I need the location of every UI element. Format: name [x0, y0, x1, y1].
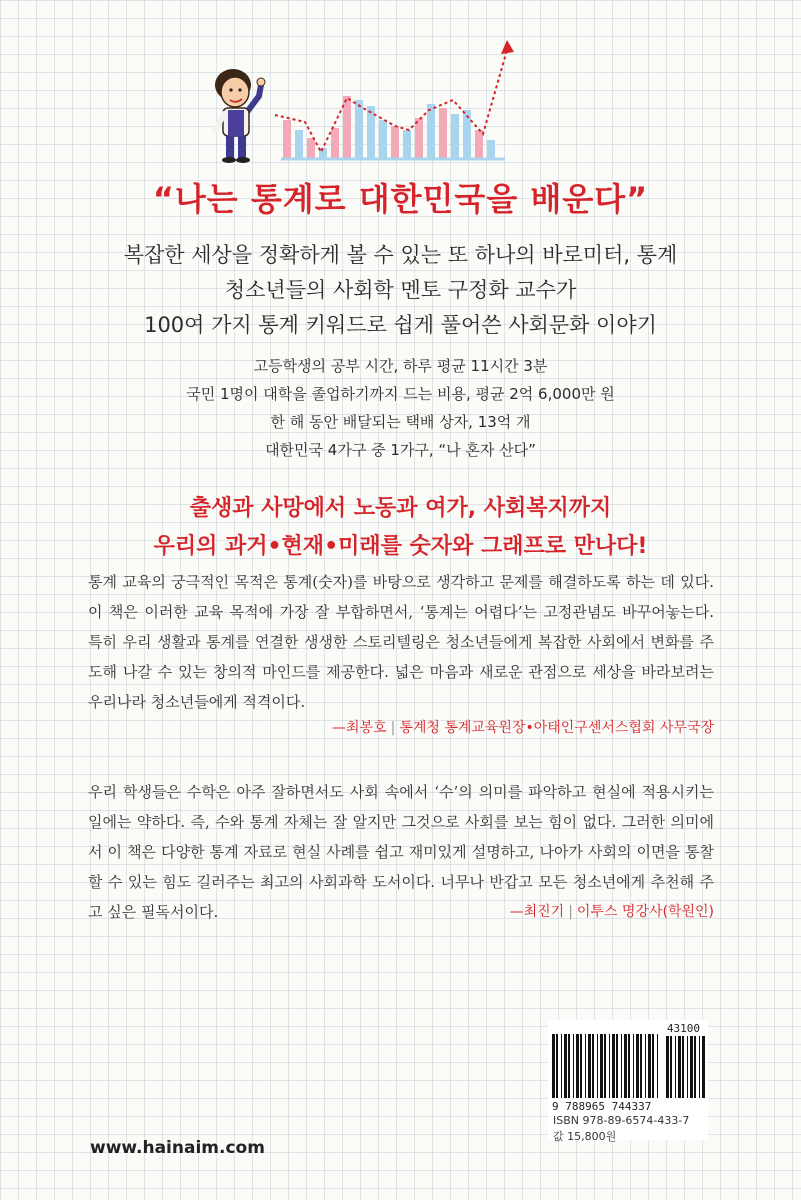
price-info	[553, 1113, 689, 1145]
review-1	[88, 567, 714, 737]
reviewer-title: 통계청 통계교육원장•아태인구센서스협회 사무국장	[399, 720, 714, 736]
intro-block	[0, 238, 801, 343]
signature-separator: |	[390, 720, 396, 736]
intro-line: 복잡한 세상을 정확하게 볼 수 있는 또 하나의 바로미터, 통계	[123, 243, 678, 267]
subhead-line: 출생과 사망에서 노동과 여가, 사회복지까지	[189, 496, 612, 521]
intro-line: 100여 가지 통계 키워드로 쉽게 풀어쓴 사회문화 이야기	[144, 313, 657, 337]
barcode-bars	[552, 1034, 658, 1098]
price-text: 값 15,800원	[553, 1130, 617, 1143]
barcode-number: 9 788965 744337	[552, 1100, 652, 1113]
barcode-addon-bars	[666, 1036, 705, 1098]
fact-line: 고등학생의 공부 시간, 하루 평균 11시간 3분	[253, 357, 548, 375]
barcode-graphic	[548, 1020, 708, 1115]
signature-separator: |	[568, 904, 573, 920]
review-text: 통계 교육의 궁극적인 목적은 통계(숫자)를 바탕으로 생각하고 문제를 해결하도록 하는 데 있다. 이 책은 이러한 교육 목적에 가장 잘 부합하면서, ‘통계는 어렵다’는 고정관념도 바꾸어놓는다. 특히 우리 생활과 통계를 연결한 생생한 스토리텔링은 청소년들에게 복잡한 사회에서 변화를 주도해 나갈 수 있는 창의적 마인드를 제공한다. 넓은 마음과 새로운 관점으로 세상을 바라보려는 우리나라 청소년들에게 적격이다.	[88, 573, 714, 711]
review-2	[88, 777, 714, 927]
review-text	[88, 777, 714, 927]
review-signature	[88, 717, 714, 737]
review-text-body: 우리 학생들은 수학은 아주 잘하면서도 사회 속에서 ‘수’의 의미를 파악하고 현실에 적용시키는 일에는 약하다. 즉, 수와 통계 자체는 잘 알지만 그것으로 사회를 보는 힘이 없다. 그러한 의미에서 이 책은 다양한 통계 자료로 현실 사례를 쉽고 재미있게 설명하고, 나아가 사회의 이면을 통찰할 수 있는 힘도 길러주는 최고의 사회과학 도서이다. 너무나 반갑고 모든 청소년에게 추천해 주고 싶은 필독서이다.	[88, 783, 714, 921]
isbn-text: ISBN 978-89-6574-433-7	[553, 1114, 690, 1127]
intro-line: 청소년들의 사회학 멘토 구정화 교수가	[224, 278, 577, 302]
subhead-block	[0, 490, 801, 566]
review-signature	[510, 897, 714, 927]
barcode-addon-number: 43100	[666, 1022, 700, 1035]
headline: “나는 통계로 대한민국을 배운다”	[152, 180, 649, 218]
reviewer-title: 이투스 명강사(학원인)	[576, 904, 714, 920]
reviewer-name: —최진기	[509, 904, 565, 920]
reviewer-name: —최봉호	[332, 720, 387, 736]
fact-line: 한 해 동안 배달되는 택배 상자, 13억 개	[270, 413, 531, 431]
subhead-line: 우리의 과거•현재•미래를 숫자와 그래프로 만나다!	[153, 534, 648, 559]
fact-line: 국민 1명이 대학을 졸업하기까지 드는 비용, 평균 2억 6,000만 원	[186, 385, 615, 403]
pointing-teacher-icon	[215, 69, 265, 163]
teacher-chart-illustration	[195, 30, 535, 170]
facts-list	[0, 352, 801, 464]
fact-line: 대한민국 4가구 중 1가구, “나 혼자 산다”	[265, 441, 536, 459]
publisher-website: www.hainaim.com	[90, 1138, 265, 1158]
decorative-bar-chart	[281, 96, 505, 159]
